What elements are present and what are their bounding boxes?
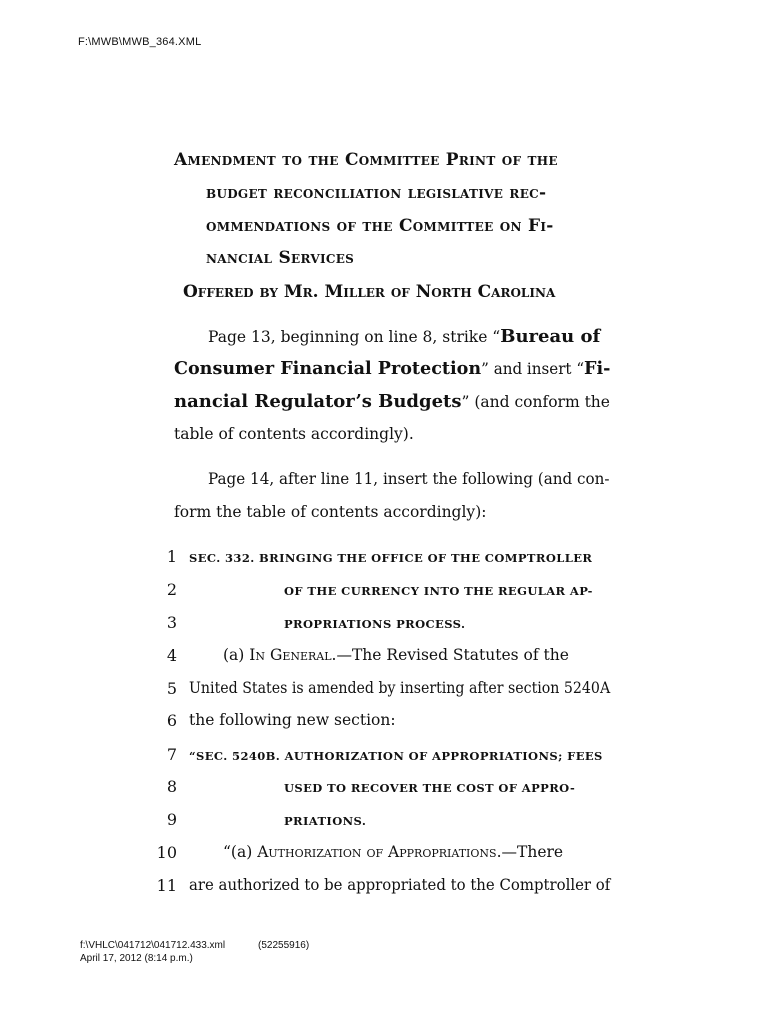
paragraph-2-line-1: Page 14, after line 11, insert the following (and con-: [208, 470, 610, 488]
sec-5240b-heading-line-1: “SEC. 5240B. AUTHORIZATION OF APPROPRIATIONS; FEES: [189, 749, 603, 763]
line-number: 8: [166, 777, 177, 796]
text-run: .—There: [496, 843, 564, 861]
paragraph-2-line-2: form the table of contents accordingly):: [174, 503, 487, 521]
bold-text-run: nancial Regulator’s Budgets: [174, 391, 462, 412]
sec-5240b-heading-line-2: USED TO RECOVER THE COST OF APPRO-: [284, 781, 576, 795]
amendment-title-line-1: Amendment to the Committee Print of the: [174, 150, 558, 170]
file-path-header: F:\MWB\MWB_364.XML: [78, 36, 202, 48]
line-number: 4: [166, 646, 177, 665]
paragraph-1-line-1: [208, 326, 600, 347]
offered-by-line: Offered by Mr. Miller of North Carolina: [183, 282, 556, 302]
body-line-6: the following new section:: [189, 711, 396, 729]
amendment-title-line-4: nancial Services: [206, 248, 355, 268]
text-run: (a): [223, 646, 250, 664]
text-run: ” and insert “: [481, 360, 585, 378]
sec-332-heading-line-2: OF THE CURRENCY INTO THE REGULAR AP-: [284, 584, 593, 598]
line-number: 1: [166, 547, 177, 566]
line-number: 9: [166, 810, 177, 829]
footer-file-path: f:\VHLC\041712\041712.433.xml: [80, 940, 226, 951]
body-line-5: United States is amended by inserting after section 5240A: [189, 679, 611, 697]
bold-text-run: Fi-: [584, 358, 611, 379]
line-number: 7: [166, 745, 177, 764]
text-run: ” (and conform the: [461, 393, 610, 411]
text-run: “(a): [223, 843, 258, 861]
amendment-title-line-3: ommendations of the Committee on Fi-: [206, 216, 554, 236]
paragraph-1-line-2: [174, 358, 610, 379]
small-caps-heading: Authorization of Appropriations: [257, 843, 497, 861]
paragraph-1-line-4: table of contents accordingly).: [174, 425, 414, 443]
line-number: 2: [166, 580, 177, 599]
body-line-11: are authorized to be appropriated to the Comptroller of: [189, 876, 611, 894]
line-number: 10: [156, 843, 177, 862]
line-number: 6: [166, 711, 177, 730]
paragraph-1-line-3: [174, 391, 610, 412]
sec-332-heading-line-1: SEC. 332. BRINGING THE OFFICE OF THE COMPTROLLER: [189, 551, 593, 565]
sec-5240b-heading-line-3: PRIATIONS.: [284, 814, 367, 828]
sec-332-heading-line-3: PROPRIATIONS PROCESS.: [284, 617, 466, 631]
line-number: 3: [166, 613, 177, 632]
footer-date: April 17, 2012 (8:14 p.m.): [80, 953, 193, 964]
text-run: .—The Revised Statutes of the: [331, 646, 569, 664]
small-caps-heading: In General: [249, 646, 332, 664]
line-number: 5: [166, 679, 177, 698]
bold-text-run: Bureau of: [500, 326, 601, 347]
line-number: 11: [156, 876, 177, 895]
body-line-4: [223, 646, 569, 664]
footer-code: (52255916): [258, 940, 310, 951]
amendment-title-line-2: budget reconciliation legislative rec-: [206, 183, 547, 203]
text-run: Page 13, beginning on line 8, strike “: [208, 328, 501, 346]
body-line-10: [223, 843, 563, 861]
bold-text-run: Consumer Financial Protection: [174, 358, 482, 379]
